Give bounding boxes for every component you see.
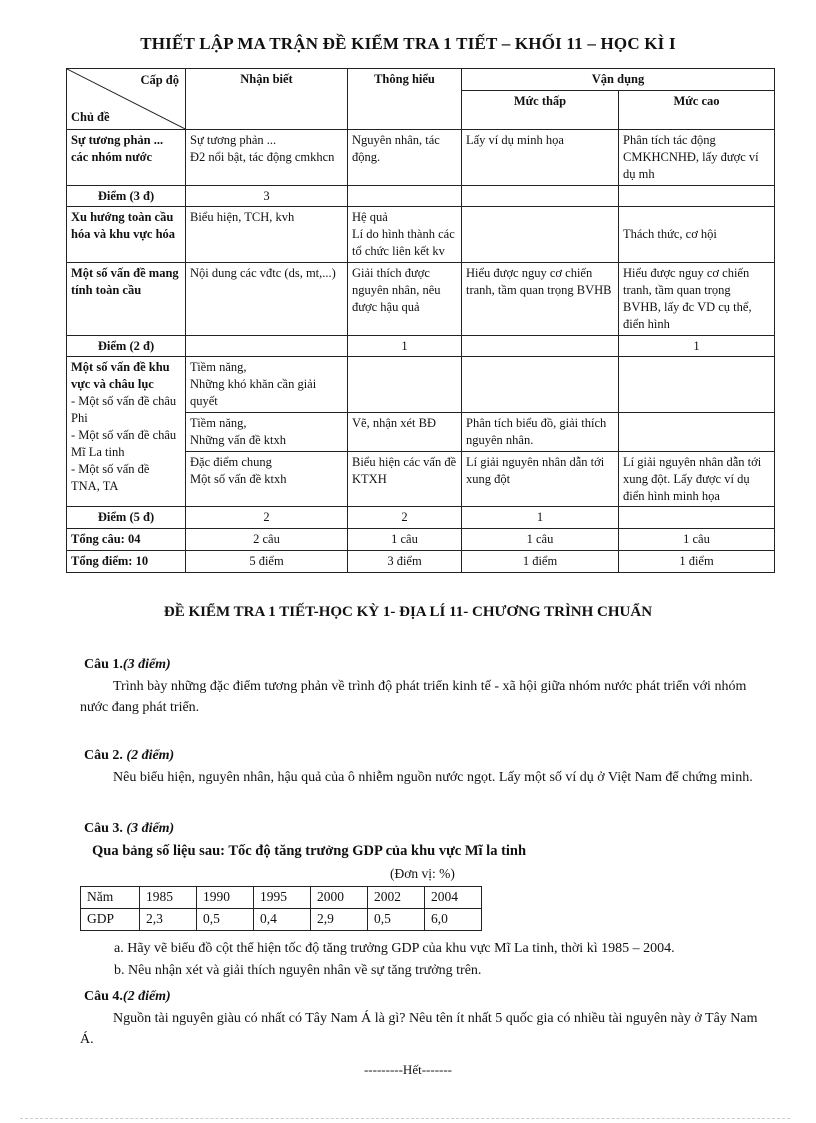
points-label: Điểm (2 đ)	[67, 335, 186, 357]
corner-level-label: Cấp độ	[140, 73, 179, 87]
question-label: Câu 2.	[84, 748, 123, 763]
total-points-label: Tổng điểm: 10	[67, 551, 186, 573]
table-row	[81, 887, 482, 909]
points-row	[67, 507, 775, 529]
table-row	[81, 909, 482, 931]
page-divider	[20, 1118, 790, 1119]
cell: 5 điểm	[186, 551, 348, 573]
cell: 1 câu	[462, 529, 619, 551]
cell: Vẽ, nhận xét BĐ	[348, 413, 462, 452]
header-thong-hieu: Thông hiểu	[348, 69, 462, 130]
question-2	[84, 745, 774, 788]
cell: Phân tích tác động CMKHCNHĐ, lấy được ví dụ mh	[619, 129, 775, 185]
matrix-corner-cell	[67, 69, 186, 130]
cell: 1 câu	[619, 529, 775, 551]
question-text: Nêu biểu hiện, nguyên nhân, hậu quả của ô nhiễm nguồn nước ngọt. Lấy một số ví dụ ở Việt Nam để chứng minh.	[113, 769, 753, 785]
header-muc-cao: Mức cao	[619, 90, 775, 129]
question-3	[84, 818, 774, 862]
cell: 3 điểm	[348, 551, 462, 573]
topic-cell: Sự tương phản ... các nhóm nước	[67, 129, 186, 185]
cell: Nguyên nhân, tác động.	[348, 129, 462, 185]
topic-cell: Một số vấn đề mang tính toàn cầu	[67, 263, 186, 336]
cell: 1	[348, 335, 462, 357]
exam-title: ĐỀ KIỂM TRA 1 TIẾT-HỌC KỲ 1- ĐỊA LÍ 11- CHƯƠNG TRÌNH CHUẨN	[163, 604, 653, 620]
cell: Phân tích biểu đồ, giải thích nguyên nhân.	[462, 413, 619, 452]
cell: Tiềm năng, Những vấn đề ktxh	[186, 413, 348, 452]
question-points: (3 điểm)	[126, 821, 175, 836]
question-label: Câu 3.	[84, 821, 123, 836]
end-marker: ---------Hết-------	[363, 1062, 453, 1077]
topic-subitems: - Một số vấn đề châu Phi - Một số vấn đề châu Mĩ La tinh - Một số vấn đề TNA, TA	[71, 394, 177, 493]
cell: 3	[186, 185, 348, 207]
topic-title: Một số vấn đề khu vực và châu lục	[71, 360, 170, 392]
cell: Biểu hiện các vấn đề KTXH	[348, 451, 462, 507]
cell: Giải thích được nguyên nhân, nêu được hậu quả	[348, 263, 462, 336]
header-van-dung: Vận dụng	[462, 69, 775, 91]
cell: 2004	[425, 887, 482, 909]
cell: Sự tương phản ... Đ2 nổi bật, tác động cmkhcn	[186, 129, 348, 185]
total-points-row	[67, 551, 775, 573]
question-text: Nguồn tài nguyên giàu có nhất có Tây Nam Á là gì? Nêu tên ít nhất 5 quốc gia có nhiều tài nguyên này ở Tây Nam Á.	[80, 1010, 758, 1048]
cell: 1	[619, 335, 775, 357]
corner-topic-label: Chủ đề	[71, 110, 110, 124]
cell: 1995	[254, 887, 311, 909]
topic-cell: Xu hướng toàn cầu hóa và khu vực hóa	[67, 207, 186, 263]
points-label: Điểm (5 đ)	[67, 507, 186, 529]
topic-cell	[67, 357, 186, 507]
cell: Thách thức, cơ hội	[619, 207, 775, 263]
exam-matrix-table	[66, 68, 775, 573]
question-label: Câu 1.	[84, 657, 123, 672]
page-title: THIẾT LẬP MA TRẬN ĐỀ KIỂM TRA 1 TIẾT – KHỐI 11 – HỌC KÌ I	[140, 34, 676, 53]
question-heading	[84, 986, 774, 1008]
question-3a: a. Hãy vẽ biểu đồ cột thể hiện tốc độ tăng trưởng GDP của khu vực Mĩ La tinh, thời kì 1985 – 2004.	[114, 941, 675, 956]
question-points: (2 điểm)	[122, 989, 171, 1004]
question-4	[80, 986, 774, 1051]
cell: 1 điểm	[462, 551, 619, 573]
cell: Lí giải nguyên nhân dẫn tới xung đột	[462, 451, 619, 507]
cell: Lấy ví dụ minh họa	[462, 129, 619, 185]
cell: Hiểu được nguy cơ chiến tranh, tầm quan trọng BVHB	[462, 263, 619, 336]
cell: 0,5	[197, 909, 254, 931]
table-row	[67, 207, 775, 263]
question-points: (2 điểm)	[126, 748, 175, 763]
question-heading	[84, 654, 774, 676]
cell: Hiểu được nguy cơ chiến tranh, tầm quan trọng BVHB, lấy đc VD cụ thể, điển hình	[619, 263, 775, 336]
cell: 2000	[311, 887, 368, 909]
cell: 1 câu	[348, 529, 462, 551]
cell: 2	[348, 507, 462, 529]
cell: Đặc điểm chung Một số vấn đề ktxh	[186, 451, 348, 507]
cell: Lí giải nguyên nhân dẫn tới xung đột. Lấy được ví dụ điển hình minh họa	[619, 451, 775, 507]
cell: 1985	[140, 887, 197, 909]
table-row	[67, 357, 775, 413]
question-label: Câu 4.	[84, 989, 123, 1004]
points-label: Điểm (3 đ)	[67, 185, 186, 207]
table-row	[67, 263, 775, 336]
cell: 2,9	[311, 909, 368, 931]
cell: 2,3	[140, 909, 197, 931]
table-row	[67, 129, 775, 185]
cell: 0,5	[368, 909, 425, 931]
cell: Nội dung các vđtc (ds, mt,...)	[186, 263, 348, 336]
question-3-parts	[114, 938, 774, 981]
data-table-title: Qua bảng số liệu sau: Tốc độ tăng trưởng GDP của khu vực Mĩ la tinh	[92, 842, 527, 859]
cell: 6,0	[425, 909, 482, 931]
cell: 1990	[197, 887, 254, 909]
question-3b: b. Nêu nhận xét và giải thích nguyên nhân về sự tăng trưởng trên.	[114, 962, 482, 978]
cell: 2002	[368, 887, 425, 909]
cell: 2 câu	[186, 529, 348, 551]
cell: Tiềm năng, Những khó khăn cần giải quyết	[186, 357, 348, 413]
header-muc-thap: Mức thấp	[462, 90, 619, 129]
cell: Hệ quả Lí do hình thành các tổ chức liên kết kv	[348, 207, 462, 263]
cell: 0,4	[254, 909, 311, 931]
question-points: (3 điểm)	[122, 657, 171, 672]
question-heading	[84, 818, 774, 840]
gdp-table	[80, 886, 482, 931]
total-questions-label: Tổng câu: 04	[67, 529, 186, 551]
header-nhan-biet: Nhận biết	[186, 69, 348, 130]
question-text: Trình bày những đặc điểm tương phản về trình độ phát triển kinh tế - xã hội giữa nhóm nước phát triển với nhóm nước đang phát triển.	[80, 678, 747, 716]
cell: 1	[462, 507, 619, 529]
points-row	[67, 335, 775, 357]
cell: Biểu hiện, TCH, kvh	[186, 207, 348, 263]
cell: GDP	[81, 909, 140, 931]
cell: Năm	[81, 887, 140, 909]
cell: 1 điểm	[619, 551, 775, 573]
total-questions-row	[67, 529, 775, 551]
question-heading	[84, 745, 774, 767]
points-row	[67, 185, 775, 207]
cell: 2	[186, 507, 348, 529]
unit-label: (Đơn vị: %)	[390, 866, 455, 881]
question-1	[80, 654, 774, 719]
